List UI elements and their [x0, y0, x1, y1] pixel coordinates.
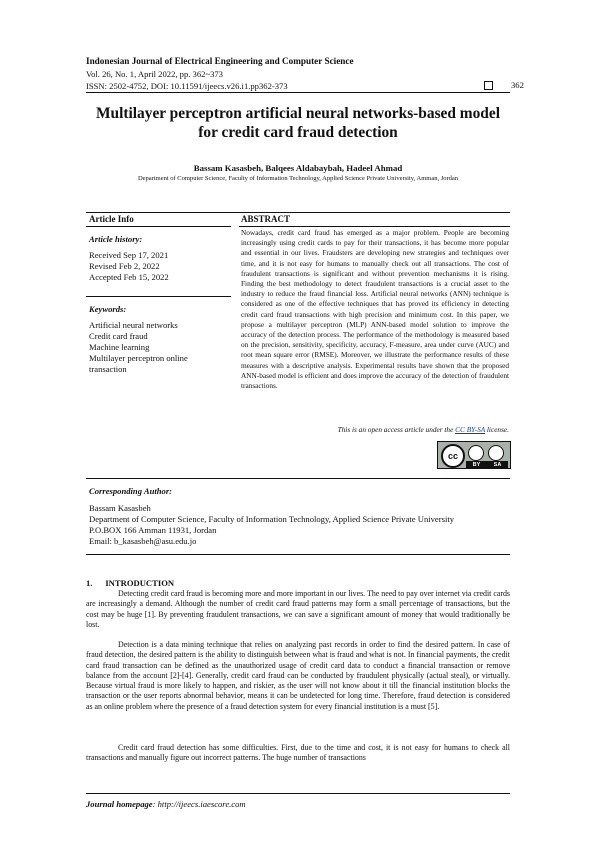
intro-paragraph-1: Detecting credit card fraud is becoming more and more important in our lives. The need to pay over internet via credit cards are increasingly a demand. Although the number of credit card fraud patterns may form a small percentage of transactions, but the cost may be huge [1]. By preventing fraudulent transactions, we can save a significant amount of money that would traditionally be lost. [86, 589, 510, 629]
share-alike-icon [488, 445, 504, 461]
abstract-text: Nowadays, credit card fraud has emerged as a major problem. People are becoming increasingly using credit cards to pay for their transactions, it has become more popular and essential in our lives. Fraudsters are developing new strategies and techniques over time, and it is not easy for humans to manually check out all transactions. The cost of fraudulent transactions is significant and without prevention mechanisms it is rising. Finding the best methodology to detect fraudulent transactions is a crucial asset to the industry to reduce the fraud financial loss. Artificial neural networks (ANN) technique is considered as one of the effective techniques that has proved its efficiency in detecting credit card fraud transactions with high precision and minimum cost. In this paper, we propose a multilayer perceptron (MLP) ANN-based model solution to improve the accuracy of the detection process. The performance of the methodology is measured based on the precision, sensitivity, specificity, accuracy, F-measure, area under curve (AUC) and root mean square error (RMSE). Moreover, we illustrate the performance results of these measures with a descriptive analysis. Experimental results have shown that the proposed ANN-based model is efficient and does improve the accuracy of the detection of fraudulent transactions. [241, 228, 509, 391]
corresponding-address: P.O.BOX 166 Amman 11931, Jordan [89, 525, 217, 535]
badge-label-bar [466, 461, 508, 468]
footer-rule [86, 793, 510, 794]
authors: Bassam Kasasbeh, Balqees Aldabaybah, Hadeel Ahmad [193, 163, 403, 173]
page-number: 362 [511, 80, 524, 90]
keyword: Credit card fraud [89, 331, 148, 341]
homepage-url[interactable]: : http://ijeecs.iaescore.com [152, 799, 246, 809]
keywords-list [89, 320, 188, 375]
history-list [89, 250, 169, 283]
square-icon [484, 81, 493, 90]
title-line-2: for credit card fraud detection [198, 124, 398, 141]
section-heading: 1. INTRODUCTION [86, 578, 175, 588]
badge-by-label: BY [472, 461, 481, 468]
abstract-heading: ABSTRACT [241, 214, 291, 224]
corresponding-heading: Corresponding Author: [89, 486, 173, 496]
corresponding-name: Bassam Kasasbeh [89, 503, 151, 513]
header-rule [86, 92, 510, 93]
cc-icon: cc [441, 444, 465, 468]
volume-info: Vol. 26, No. 1, April 2022, pp. 362~373 [86, 69, 223, 79]
paper-title [86, 104, 510, 142]
keyword: Multilayer perceptron online [89, 353, 188, 363]
corresponding-email: Email: b_kasasbeh@asu.edu.jo [89, 536, 197, 546]
title-line-1: Multilayer perceptron artificial neural networks-based model [96, 105, 500, 122]
keywords-rule [86, 296, 231, 297]
homepage-label: Journal homepage [86, 799, 153, 809]
license-line [241, 425, 509, 434]
corresponding-dept: Department of Computer Science, Faculty of Information Technology, Applied Science Private University [89, 514, 455, 524]
intro-paragraph-3: Credit card fraud detection has some difficulties. First, due to the time and cost, it is not easy for humans to check all transactions and manually figure out incorrect patterns. The huge number of transactions [86, 743, 510, 763]
info-top-rule [86, 212, 510, 213]
history-revised: Revised Feb 2, 2022 [89, 261, 160, 271]
corresponding-rule [86, 554, 510, 555]
history-received: Received Sep 17, 2021 [89, 250, 169, 260]
keyword: Machine learning [89, 342, 150, 352]
history-heading: Article history: [89, 234, 143, 244]
cc-by-sa-link[interactable]: CC BY-SA [455, 425, 486, 434]
issn-doi: ISSN: 2502-4752, DOI: 10.11591/ijeecs.v26.i1.pp362-373 [86, 81, 288, 91]
history-accepted: Accepted Feb 15, 2022 [89, 272, 169, 282]
corresponding-details [89, 503, 509, 547]
info-sub-rule-right [239, 226, 510, 227]
info-bottom-rule [86, 478, 510, 479]
journal-homepage [86, 799, 246, 809]
keyword: Artificial neural networks [89, 320, 178, 330]
license-suffix: license. [485, 425, 509, 434]
affiliation: Department of Computer Science, Faculty of Information Technology, Applied Science Private University, Amman, Jordan [137, 175, 459, 182]
cc-by-sa-badge[interactable] [437, 441, 511, 469]
intro-paragraph-2: Detection is a data mining technique that relies on analyzing past records in order to find the desired pattern. In case of fraud detection, the desired pattern is the ability to distinguish between what is fraud and what is not. In financial payments, the credit card fraud transaction can be defined as the unauthorized usage of credit card data to conduct a financial transaction or remove balance from the account [2]-[4]. Generally, credit card fraud can be conducted by fraudulent physically (actual steal), or virtually. Because virtual fraud is more likely to happen, and riskier, as the user will not know about it till the financial institution blocks the transaction or the user reports abnormal behavior, means it can be undetected for long time. Therefore, fraud detection is considered as an online problem where the presence of a fraud detection system for every financial institution is a must [5]. [86, 640, 510, 711]
license-prefix: This is an open access article under the [337, 425, 456, 434]
journal-name: Indonesian Journal of Electrical Engineering and Computer Science [86, 56, 354, 66]
badge-sa-label: SA [493, 461, 502, 468]
info-sub-rule-left [86, 226, 231, 227]
person-icon [468, 445, 484, 461]
keywords-heading: Keywords: [89, 304, 127, 314]
keyword: transaction [89, 364, 127, 374]
article-info-heading: Article Info [89, 214, 134, 224]
